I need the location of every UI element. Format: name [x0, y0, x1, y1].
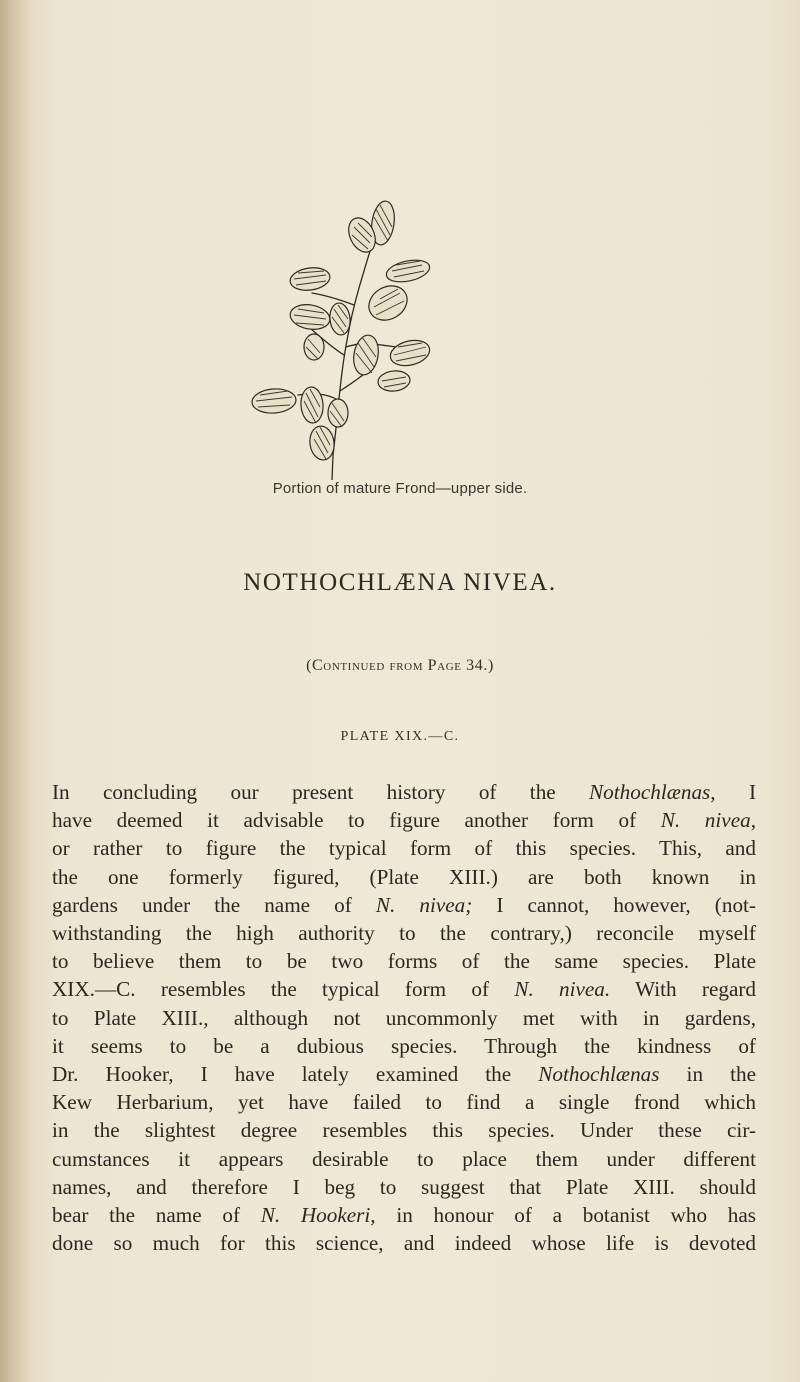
body-line-text: or rather to figure the typical form of this species. This, and — [52, 836, 756, 861]
body-line-text: it seems to be a dubious species. Through the kindness of — [52, 1033, 756, 1058]
pinnule-bottom-left — [251, 387, 297, 414]
body-line-text: XIX.—C. resembles the typical form of — [52, 977, 515, 1002]
pinnule-upper-left — [289, 265, 332, 292]
body-line-text: withstanding the high authority to the contrary,) reconcile myself — [52, 921, 756, 946]
pinnule-small-left — [304, 334, 324, 360]
body-line-text: bear the name of — [52, 1203, 261, 1228]
pinnule-inner-left — [328, 302, 351, 336]
body-line — [52, 834, 756, 862]
body-line-italic: N. nivea. — [514, 977, 611, 1002]
body-line — [52, 1116, 756, 1144]
body-line-text: have deemed it advisable to figure another form of — [52, 808, 661, 833]
body-line-italic: N. Hookeri, — [260, 1203, 376, 1228]
body-line-text: names, and therefore I beg to suggest that Plate XIII. should — [52, 1174, 756, 1199]
pinnule-mid-left — [288, 302, 332, 333]
body-line-text: cumstances it appears desirable to place them under different — [52, 1146, 756, 1171]
body-line-text: gardens under the name of — [52, 892, 376, 917]
body-line-italic: Nothochlænas — [589, 780, 711, 804]
figure-caption: Portion of mature Frond—upper side. — [272, 480, 528, 497]
body-line — [52, 806, 756, 834]
body-line — [52, 778, 756, 806]
body-line-text: Dr. Hooker, I have lately examined the — [52, 1062, 539, 1087]
body-line-text: Kew Herbarium, yet have failed to find a single frond which — [52, 1090, 756, 1115]
pinnule-lower-right-2 — [377, 369, 411, 392]
body-line — [52, 1145, 756, 1173]
continued-note: (Continued from Page 34.) — [306, 657, 494, 674]
fern-frond-svg — [240, 195, 480, 480]
body-line-text: I cannot, however, (not- — [472, 892, 756, 917]
pinnule-bottom-mid — [300, 386, 324, 423]
fern-frond-illustration — [240, 195, 480, 480]
body-line — [52, 1088, 756, 1116]
body-line-text: , — [750, 808, 756, 833]
body-line-text: in honour of a botanist who has — [375, 1203, 756, 1228]
pinnule-mid-right — [363, 279, 414, 327]
body-paragraph — [52, 778, 756, 1257]
body-line-text: in the — [659, 1062, 756, 1087]
body-line — [52, 891, 756, 919]
body-line — [52, 1201, 756, 1229]
pinnule-lower-mid — [351, 333, 382, 377]
body-line — [52, 919, 756, 947]
pinnule-upper-right — [384, 257, 431, 286]
body-line — [52, 947, 756, 975]
pinnule-bottom-center — [328, 399, 348, 427]
body-line-italic: N. nivea — [660, 808, 751, 833]
body-line — [52, 1032, 756, 1060]
body-line-italic: N. nivea; — [375, 892, 473, 917]
frond-stipe-base — [332, 455, 333, 480]
body-line — [52, 1229, 756, 1257]
body-line-text: In concluding our present history of the — [52, 780, 590, 804]
body-line-text: done so much for this science, and indeed whose life is devoted — [52, 1231, 756, 1256]
body-line-text: to Plate XIII., although not uncommonly met with in gardens, — [52, 1005, 756, 1030]
pinnule-lower-right — [388, 337, 433, 370]
body-line — [52, 863, 756, 891]
body-line — [52, 1060, 756, 1088]
body-line-italic: Nothochlænas — [538, 1062, 660, 1087]
body-line — [52, 1173, 756, 1201]
body-line-text: to believe them to be two forms of the same species. Plate — [52, 949, 756, 974]
body-line-text: in the slightest degree resembles this species. Under these cir- — [52, 1118, 756, 1143]
body-line-text: With regard — [610, 977, 756, 1002]
body-line-text: the one formerly figured, (Plate XIII.) are both known in — [52, 864, 756, 889]
body-line — [52, 975, 756, 1003]
plate-heading: PLATE XIX.—C. — [340, 729, 460, 744]
page-title: NOTHOCHLÆNA NIVEA. — [243, 569, 557, 596]
body-line-text: , I — [710, 780, 756, 804]
page-gutter-stain — [0, 0, 34, 1382]
pinnule-bottom-low — [308, 424, 336, 461]
frond-branch-upper — [312, 293, 354, 305]
body-line — [52, 1004, 756, 1032]
